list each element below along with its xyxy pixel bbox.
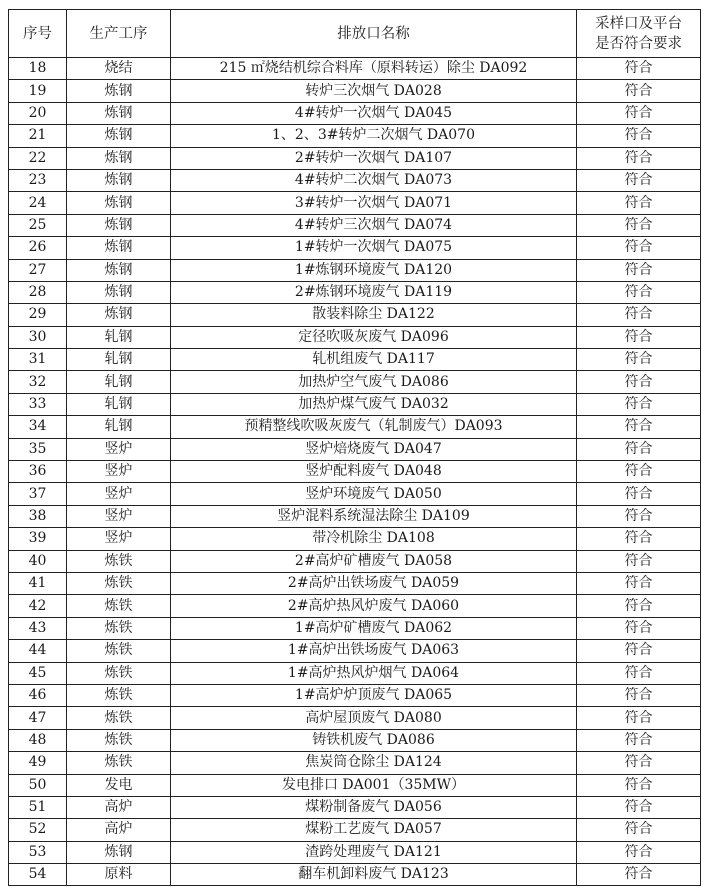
cell-outlet-name: 2#高炉矿槽废气 DA058 (171, 550, 577, 572)
cell-index: 54 (9, 864, 67, 886)
cell-compliance: 符合 (577, 259, 701, 281)
cell-process: 炼钢 (67, 80, 171, 102)
cell-process: 轧钢 (67, 393, 171, 415)
cell-index: 36 (9, 461, 67, 483)
cell-compliance: 符合 (577, 461, 701, 483)
cell-outlet-name: 转炉三次烟气 DA028 (171, 80, 577, 102)
cell-index: 21 (9, 125, 67, 147)
header-outlet-name: 排放口名称 (171, 10, 577, 58)
table-row (9, 281, 701, 303)
cell-outlet-name: 3#转炉一次烟气 DA071 (171, 192, 577, 214)
cell-index: 53 (9, 841, 67, 863)
cell-process: 炼铁 (67, 729, 171, 751)
table-row (9, 617, 701, 639)
header-compliance-text (595, 16, 682, 52)
header-compliance-line: 采样口及平台 (595, 15, 682, 32)
cell-index: 46 (9, 684, 67, 706)
table-row (9, 461, 701, 483)
table-row (9, 483, 701, 505)
cell-index: 28 (9, 281, 67, 303)
cell-process: 烧结 (67, 58, 171, 80)
cell-outlet-name: 4#转炉三次烟气 DA074 (171, 214, 577, 236)
cell-index: 24 (9, 192, 67, 214)
cell-outlet-name: 带冷机除尘 DA108 (171, 528, 577, 550)
cell-compliance: 符合 (577, 729, 701, 751)
cell-compliance: 符合 (577, 684, 701, 706)
table-row (9, 349, 701, 371)
cell-index: 45 (9, 662, 67, 684)
table-row (9, 774, 701, 796)
cell-index: 39 (9, 528, 67, 550)
cell-outlet-name: 预精整线吹吸灰废气（轧制废气）DA093 (171, 416, 577, 438)
cell-outlet-name: 高炉屋顶废气 DA080 (171, 707, 577, 729)
cell-process: 炼钢 (67, 169, 171, 191)
table-row (9, 505, 701, 527)
cell-process: 炼铁 (67, 707, 171, 729)
cell-index: 40 (9, 550, 67, 572)
cell-outlet-name: 2#转炉一次烟气 DA107 (171, 147, 577, 169)
table-row (9, 192, 701, 214)
cell-process: 炼钢 (67, 214, 171, 236)
table-row (9, 147, 701, 169)
table-row (9, 169, 701, 191)
table-row (9, 662, 701, 684)
cell-index: 49 (9, 752, 67, 774)
table-row (9, 841, 701, 863)
cell-outlet-name: 竖炉环境废气 DA050 (171, 483, 577, 505)
cell-compliance: 符合 (577, 416, 701, 438)
cell-compliance: 符合 (577, 841, 701, 863)
table-row (9, 259, 701, 281)
cell-compliance: 符合 (577, 640, 701, 662)
cell-process: 炼铁 (67, 684, 171, 706)
table-row (9, 80, 701, 102)
cell-outlet-name: 4#转炉二次烟气 DA073 (171, 169, 577, 191)
cell-compliance: 符合 (577, 662, 701, 684)
cell-index: 37 (9, 483, 67, 505)
cell-compliance: 符合 (577, 371, 701, 393)
cell-process: 炼钢 (67, 102, 171, 124)
table-row (9, 640, 701, 662)
cell-compliance: 符合 (577, 281, 701, 303)
cell-process: 炼钢 (67, 125, 171, 147)
cell-index: 41 (9, 572, 67, 594)
cell-compliance: 符合 (577, 102, 701, 124)
cell-index: 51 (9, 796, 67, 818)
cell-compliance: 符合 (577, 326, 701, 348)
cell-compliance: 符合 (577, 550, 701, 572)
cell-outlet-name: 1、2、3#转炉二次烟气 DA070 (171, 125, 577, 147)
cell-outlet-name: 渣跨处理废气 DA121 (171, 841, 577, 863)
cell-index: 22 (9, 147, 67, 169)
cell-outlet-name: 1#高炉炉顶废气 DA065 (171, 684, 577, 706)
cell-process: 竖炉 (67, 461, 171, 483)
table-row (9, 707, 701, 729)
cell-index: 25 (9, 214, 67, 236)
cell-compliance: 符合 (577, 214, 701, 236)
cell-compliance: 符合 (577, 617, 701, 639)
cell-outlet-name: 焦炭筒仓除尘 DA124 (171, 752, 577, 774)
table-header-row (9, 10, 701, 58)
cell-index: 32 (9, 371, 67, 393)
table-row (9, 438, 701, 460)
cell-process: 炼铁 (67, 617, 171, 639)
cell-outlet-name: 翻车机卸料废气 DA123 (171, 864, 577, 886)
emission-outlet-table (8, 9, 701, 886)
cell-compliance: 符合 (577, 505, 701, 527)
cell-outlet-name: 竖炉配料废气 DA048 (171, 461, 577, 483)
table-row (9, 416, 701, 438)
cell-compliance: 符合 (577, 572, 701, 594)
table-row (9, 102, 701, 124)
cell-process: 轧钢 (67, 326, 171, 348)
cell-index: 18 (9, 58, 67, 80)
cell-outlet-name: 竖炉焙烧废气 DA047 (171, 438, 577, 460)
cell-index: 35 (9, 438, 67, 460)
table-row (9, 326, 701, 348)
table-row (9, 304, 701, 326)
cell-compliance: 符合 (577, 796, 701, 818)
cell-index: 44 (9, 640, 67, 662)
cell-process: 原料 (67, 864, 171, 886)
table-row (9, 550, 701, 572)
cell-index: 30 (9, 326, 67, 348)
cell-outlet-name: 1#炼钢环境废气 DA120 (171, 259, 577, 281)
cell-index: 52 (9, 819, 67, 841)
cell-process: 轧钢 (67, 416, 171, 438)
cell-index: 20 (9, 102, 67, 124)
cell-index: 27 (9, 259, 67, 281)
cell-process: 炼钢 (67, 147, 171, 169)
cell-index: 48 (9, 729, 67, 751)
cell-compliance: 符合 (577, 169, 701, 191)
cell-compliance: 符合 (577, 707, 701, 729)
cell-outlet-name: 2#高炉热风炉废气 DA060 (171, 595, 577, 617)
cell-compliance: 符合 (577, 304, 701, 326)
cell-index: 23 (9, 169, 67, 191)
table-row (9, 371, 701, 393)
cell-process: 竖炉 (67, 505, 171, 527)
cell-process: 高炉 (67, 796, 171, 818)
cell-process: 炼铁 (67, 572, 171, 594)
cell-outlet-name: 煤粉工艺废气 DA057 (171, 819, 577, 841)
cell-compliance: 符合 (577, 528, 701, 550)
cell-compliance: 符合 (577, 864, 701, 886)
cell-outlet-name: 铸铁机废气 DA086 (171, 729, 577, 751)
cell-process: 轧钢 (67, 349, 171, 371)
cell-process: 炼铁 (67, 550, 171, 572)
cell-process: 竖炉 (67, 438, 171, 460)
table-row (9, 752, 701, 774)
table-row (9, 528, 701, 550)
cell-compliance: 符合 (577, 483, 701, 505)
table-body (9, 58, 701, 886)
cell-outlet-name: 1#高炉热风炉烟气 DA064 (171, 662, 577, 684)
table-row (9, 864, 701, 886)
cell-compliance: 符合 (577, 192, 701, 214)
cell-outlet-name: 加热炉煤气废气 DA032 (171, 393, 577, 415)
cell-index: 42 (9, 595, 67, 617)
header-process: 生产工序 (67, 10, 171, 58)
cell-compliance: 符合 (577, 595, 701, 617)
table-row (9, 572, 701, 594)
cell-index: 34 (9, 416, 67, 438)
header-compliance (577, 10, 701, 58)
table-row (9, 58, 701, 80)
cell-compliance: 符合 (577, 237, 701, 259)
cell-compliance: 符合 (577, 393, 701, 415)
cell-process: 炼钢 (67, 304, 171, 326)
cell-compliance: 符合 (577, 438, 701, 460)
cell-index: 31 (9, 349, 67, 371)
cell-process: 高炉 (67, 819, 171, 841)
cell-process: 炼铁 (67, 595, 171, 617)
cell-process: 炼铁 (67, 662, 171, 684)
header-index: 序号 (9, 10, 67, 58)
header-compliance-line: 是否符合要求 (595, 35, 682, 52)
cell-outlet-name: 2#高炉出铁场废气 DA059 (171, 572, 577, 594)
cell-index: 26 (9, 237, 67, 259)
table-row (9, 237, 701, 259)
table-row (9, 796, 701, 818)
cell-compliance: 符合 (577, 349, 701, 371)
cell-process: 轧钢 (67, 371, 171, 393)
cell-process: 炼钢 (67, 259, 171, 281)
cell-process: 发电 (67, 774, 171, 796)
cell-outlet-name: 散装料除尘 DA122 (171, 304, 577, 326)
cell-index: 33 (9, 393, 67, 415)
cell-index: 47 (9, 707, 67, 729)
cell-compliance: 符合 (577, 147, 701, 169)
table-row (9, 125, 701, 147)
cell-process: 炼铁 (67, 752, 171, 774)
cell-compliance: 符合 (577, 752, 701, 774)
cell-index: 43 (9, 617, 67, 639)
table-row (9, 684, 701, 706)
cell-outlet-name: 定径吹吸灰废气 DA096 (171, 326, 577, 348)
cell-process: 炼钢 (67, 192, 171, 214)
cell-outlet-name: 加热炉空气废气 DA086 (171, 371, 577, 393)
table-row (9, 729, 701, 751)
cell-process: 炼钢 (67, 281, 171, 303)
table-row (9, 819, 701, 841)
cell-index: 29 (9, 304, 67, 326)
cell-process: 炼铁 (67, 640, 171, 662)
cell-index: 50 (9, 774, 67, 796)
cell-compliance: 符合 (577, 774, 701, 796)
cell-outlet-name: 轧机组废气 DA117 (171, 349, 577, 371)
cell-compliance: 符合 (577, 819, 701, 841)
cell-compliance: 符合 (577, 80, 701, 102)
cell-outlet-name: 1#高炉矿槽废气 DA062 (171, 617, 577, 639)
cell-compliance: 符合 (577, 125, 701, 147)
cell-outlet-name: 1#高炉出铁场废气 DA063 (171, 640, 577, 662)
cell-outlet-name: 煤粉制备废气 DA056 (171, 796, 577, 818)
cell-process: 炼钢 (67, 237, 171, 259)
cell-index: 19 (9, 80, 67, 102)
table-row (9, 595, 701, 617)
cell-outlet-name: 竖炉混料系统湿法除尘 DA109 (171, 505, 577, 527)
cell-index: 38 (9, 505, 67, 527)
cell-outlet-name: 1#转炉一次烟气 DA075 (171, 237, 577, 259)
table-row (9, 214, 701, 236)
cell-outlet-name: 215 ㎡烧结机综合料库（原料转运）除尘 DA092 (171, 58, 577, 80)
cell-outlet-name: 2#炼钢环境废气 DA119 (171, 281, 577, 303)
document-page (8, 9, 700, 886)
cell-compliance: 符合 (577, 58, 701, 80)
table-row (9, 393, 701, 415)
cell-process: 竖炉 (67, 483, 171, 505)
cell-outlet-name: 4#转炉一次烟气 DA045 (171, 102, 577, 124)
cell-process: 炼钢 (67, 841, 171, 863)
cell-outlet-name: 发电排口 DA001（35MW） (171, 774, 577, 796)
cell-process: 竖炉 (67, 528, 171, 550)
